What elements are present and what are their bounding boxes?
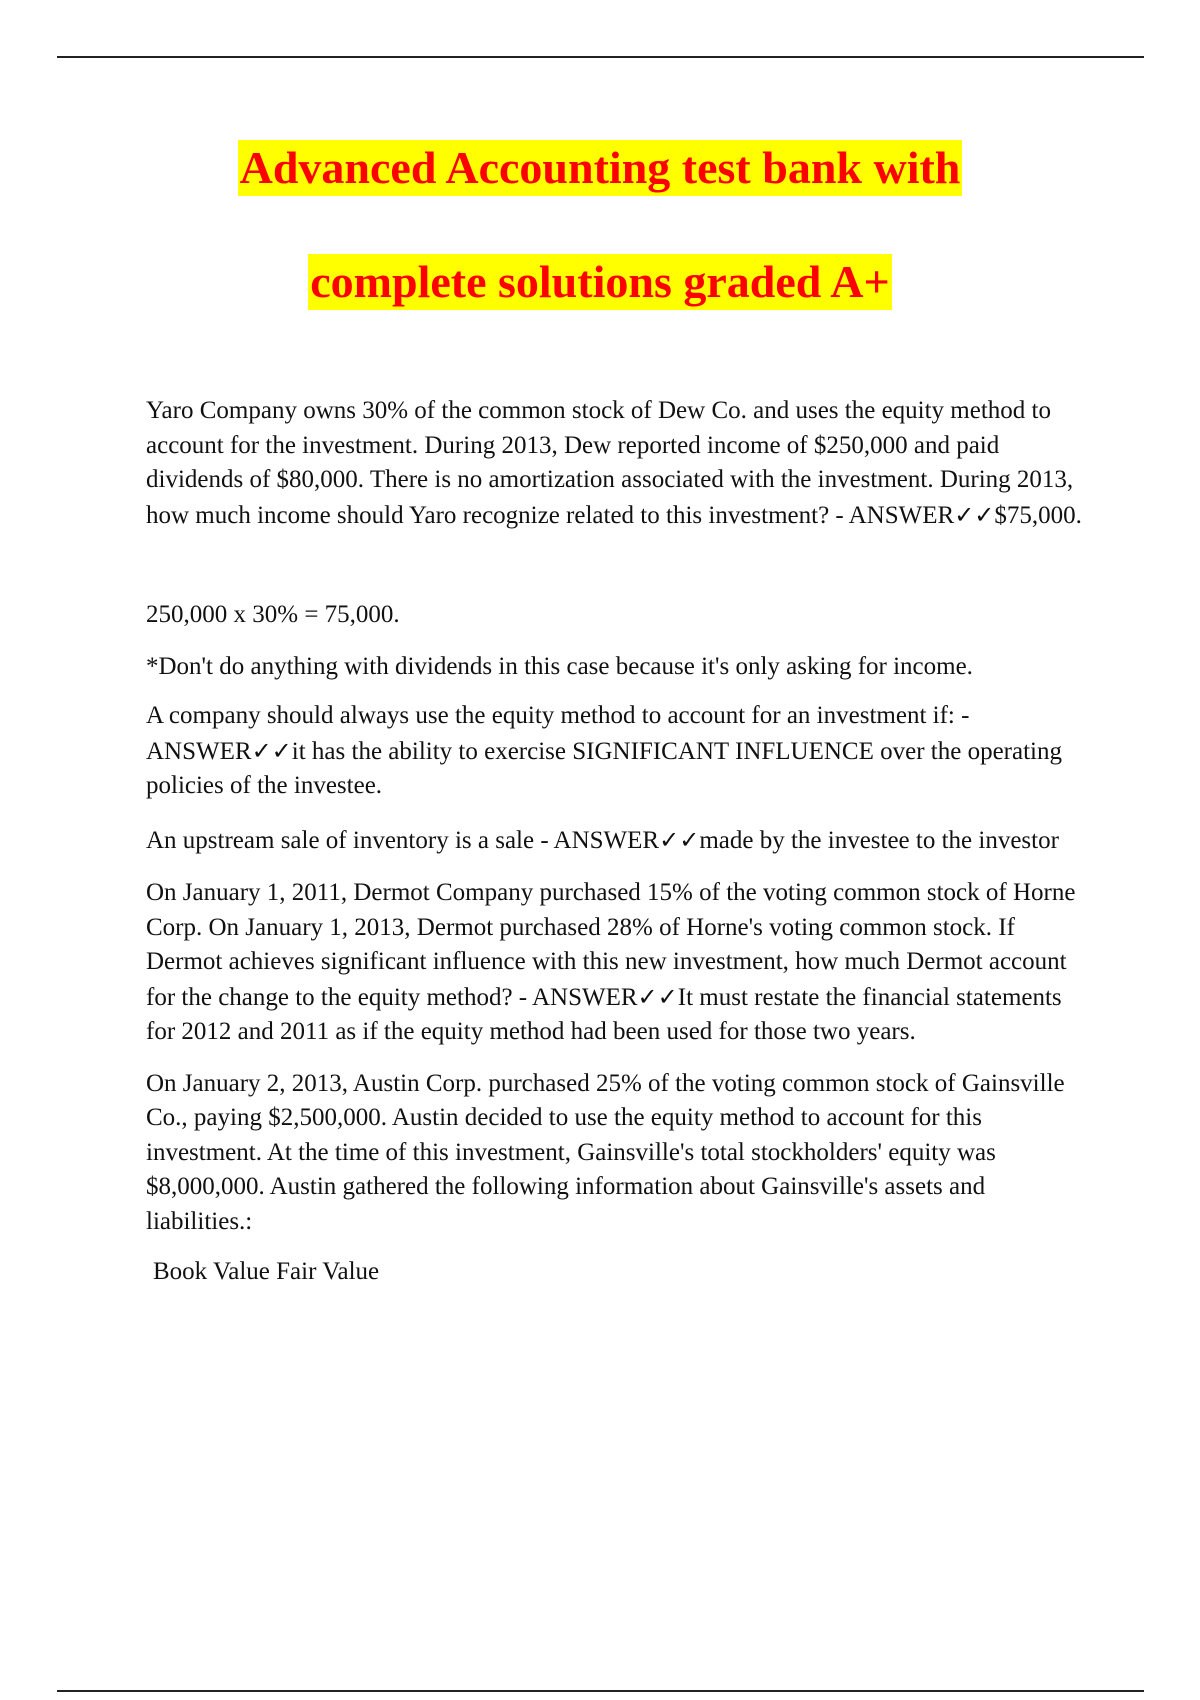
question-upstream-sale bbox=[146, 823, 1096, 859]
question-yaro bbox=[146, 394, 1096, 533]
document-body bbox=[146, 394, 1096, 1290]
question-text: On January 2, 2013, Austin Corp. purchased 25% of the voting common stock of Gainsville Co., paying $2,500,000. Austin decided to use the equity method to account for this investment. At the time of this investment, Gainsville's total stockholders' equity was $8,000,000. Austin gathered the following information about Gainsville's assets and liabilities.: bbox=[146, 1069, 1065, 1235]
table-header: Book Value Fair Value bbox=[153, 1258, 380, 1285]
title-line-1-text: Advanced Accounting test bank with bbox=[238, 140, 963, 196]
top-rule bbox=[57, 56, 1144, 58]
bottom-rule bbox=[57, 1690, 1144, 1692]
answer-text: made by the investee to the investor bbox=[699, 826, 1059, 854]
title-line-1 bbox=[0, 140, 1200, 254]
double-checkmark-icon: ✓✓ bbox=[659, 825, 700, 854]
question-text: A company should always use the equity method to account for an investment if: - ANSWER bbox=[146, 702, 970, 765]
title-line-2-text: complete solutions graded A+ bbox=[308, 254, 892, 310]
question-text: An upstream sale of inventory is a sale - ANSWER bbox=[146, 826, 660, 854]
title-line-2 bbox=[0, 254, 1200, 368]
answer-text: $75,000. bbox=[994, 501, 1082, 529]
document-title bbox=[0, 140, 1200, 368]
question-dermot bbox=[146, 876, 1096, 1050]
answer-text: It must restate the financial statements for 2012 and 2011 as if the equity method had been used for those two years. bbox=[146, 983, 1062, 1045]
question-equity-method bbox=[146, 699, 1096, 804]
double-checkmark-icon: ✓✓ bbox=[954, 500, 995, 529]
calculation-line: 250,000 x 30% = 75,000. bbox=[146, 601, 400, 628]
explanation-note: *Don't do anything with dividends in this case because it's only asking for income. bbox=[146, 652, 973, 680]
question-text: On January 1, 2011, Dermot Company purchased 15% of the voting common stock of Horne Corp. On January 1, 2013, Dermot purchased 28% of Horne's voting common stock. If Dermot achieves significant influence with this new investment, how much Dermot account for the change to the equity method? - ANSWER bbox=[146, 879, 1076, 1011]
answer-text: it has the ability to exercise SIGNIFICANT INFLUENCE over the operating policies of the investee. bbox=[146, 737, 1062, 799]
double-checkmark-icon: ✓✓ bbox=[251, 736, 292, 765]
question-text: Yaro Company owns 30% of the common stock of Dew Co. and uses the equity method to account for the investment. During 2013, Dew reported income of $250,000 and paid dividends of $80,000. There is no amortization associated with the investment. During 2013, how much income should Yaro recognize related to this investment? - ANSWER bbox=[146, 397, 1074, 529]
question-austin bbox=[146, 1067, 1096, 1240]
double-checkmark-icon: ✓✓ bbox=[637, 982, 678, 1011]
